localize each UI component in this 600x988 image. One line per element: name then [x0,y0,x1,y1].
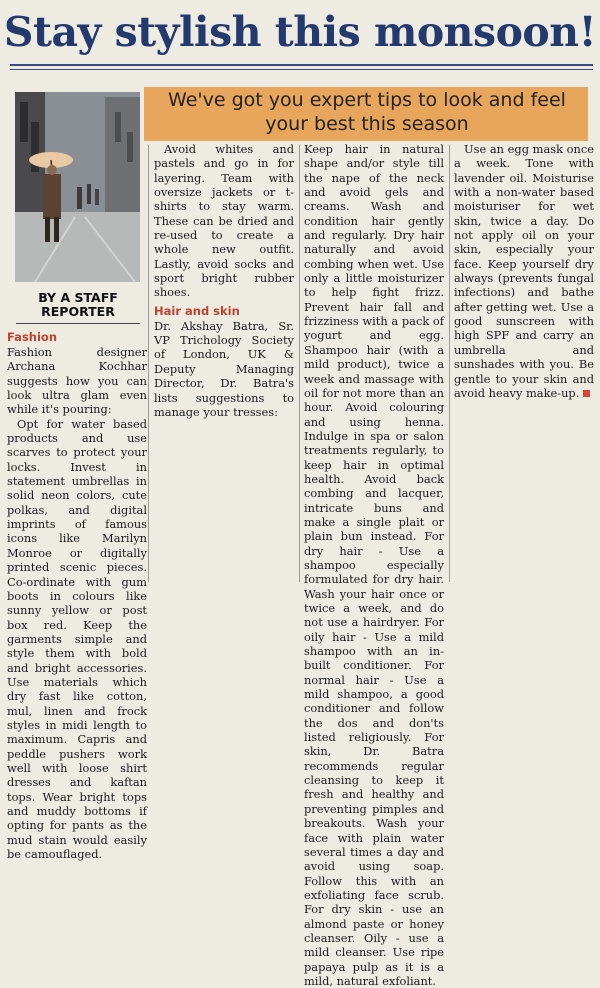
headline-rule-thin [10,69,593,70]
column-divider [148,145,149,582]
hair-skin-intro: Dr. Akshay Batra, Sr. VP Trichology Society of London, UK & Deputy Managing Director, Dr. Batra's lists suggestions to manage your tresses: [154,318,294,419]
fashion-paragraph-2: Avoid whites and pastels and go in for layering. Team with oversize jackets or t-shirts to stay warm. These can be dried and re-used to create a whole new outfit. Lastly, avoid socks and sport bright rubber shoes. [154,142,294,300]
headline-rule [10,64,593,66]
column-2 [154,142,294,582]
subheadline: We've got you expert tips to look and feel your best this season [168,89,566,135]
fashion-intro: Fashion designer Archana Kochhar suggests how you can look ultra glam even while it's pouring: [7,345,147,417]
rainy-street-photo [15,92,140,282]
fashion-paragraph-1-start [7,417,147,862]
hair-skin-paragraph-2: Use an egg mask once a week. Tone with lavender oil. Moisturise with a non-water based moisturiser for wet skin, twice a day. Do not apply oil on your skin, especially your face. Keep yourself dry always (prevents fungal infections) and bathe after getting wet. Use a good sunscreen with high SPF and carry an umbrella and sunshades with you. Be gentle to your skin and avoid heavy make-up. [454,142,594,400]
column-4 [454,142,594,582]
section-heading-hair-and-skin: Hair and skin [154,303,240,318]
section-heading-fashion: Fashion [7,330,58,344]
column-3 [304,142,444,988]
byline: BY A STAFF REPORTER [38,290,118,319]
hair-skin-paragraph-1: Keep hair in natural shape and/or style till the nape of the neck and avoid gels and creams. Wash and condition hair gently and regularly. Dry hair naturally and avoid combing when wet. Use only a little moisturizer to help fight frizz. Prevent hair fall and frizziness with a pack of yogurt and egg. Shampoo hair (with a mild product), twice a week and massage with oil for not more than an hour. Avoid colouring and using henna. Indulge in spa or salon treatments regularly, to keep hair in optimal health. Avoid back combing and lacquer, intricate buns and make a single plait or plain bun instead. For dry hair - Use a shampoo especially formulated for dry hair. Wash your hair once or twice a week, and do not use a hairdryer. For oily hair - Use a mild shampoo with an in-built conditioner. For normal hair - Use a mild shampoo, a good conditioner and follow the dos and don'ts listed religiously. For skin, Dr. Batra recommends regular cleansing to keep it fresh and healthy and preventing pimples and breakouts. Wash your face with plain water several times a day and avoid using soap. Follow this with an exfoliating face scrub. For dry skin - use an almond paste or honey cleanser. Oily - use a mild cleanser. Use ripe papaya pulp as it is a mild, natural exfoliant. [304,142,444,988]
column-1 [7,326,147,862]
skin-continued [454,142,594,400]
fashion-continued [154,142,294,419]
column-divider [299,145,300,582]
headline: Stay stylish this monsoon! [3,8,597,56]
column-divider [449,145,450,582]
byline-rule [16,323,140,324]
hair-continued [304,142,444,988]
end-mark [583,390,590,397]
fashion-paragraph-1: Opt for water based products and use scarves to protect your locks. Invest in statement umbrellas in solid neon colors, cute polkas, and digital imprints of famous icons like Marilyn Monroe or digitally printed scenic pieces. Co-ordinate with gum boots in colours like sunny yellow or post box red. Keep the garments simple and style them with bold and bright accessories. Use materials which dry fast like cotton, mul, linen and frock styles in midi length to maximum. Capris and peddle pushers work well with loose shirt dresses and kaftan tops. Wear bright tops and muddy bottoms if opting for pants as the mud stain would easily be camouflaged. [7,416,147,862]
